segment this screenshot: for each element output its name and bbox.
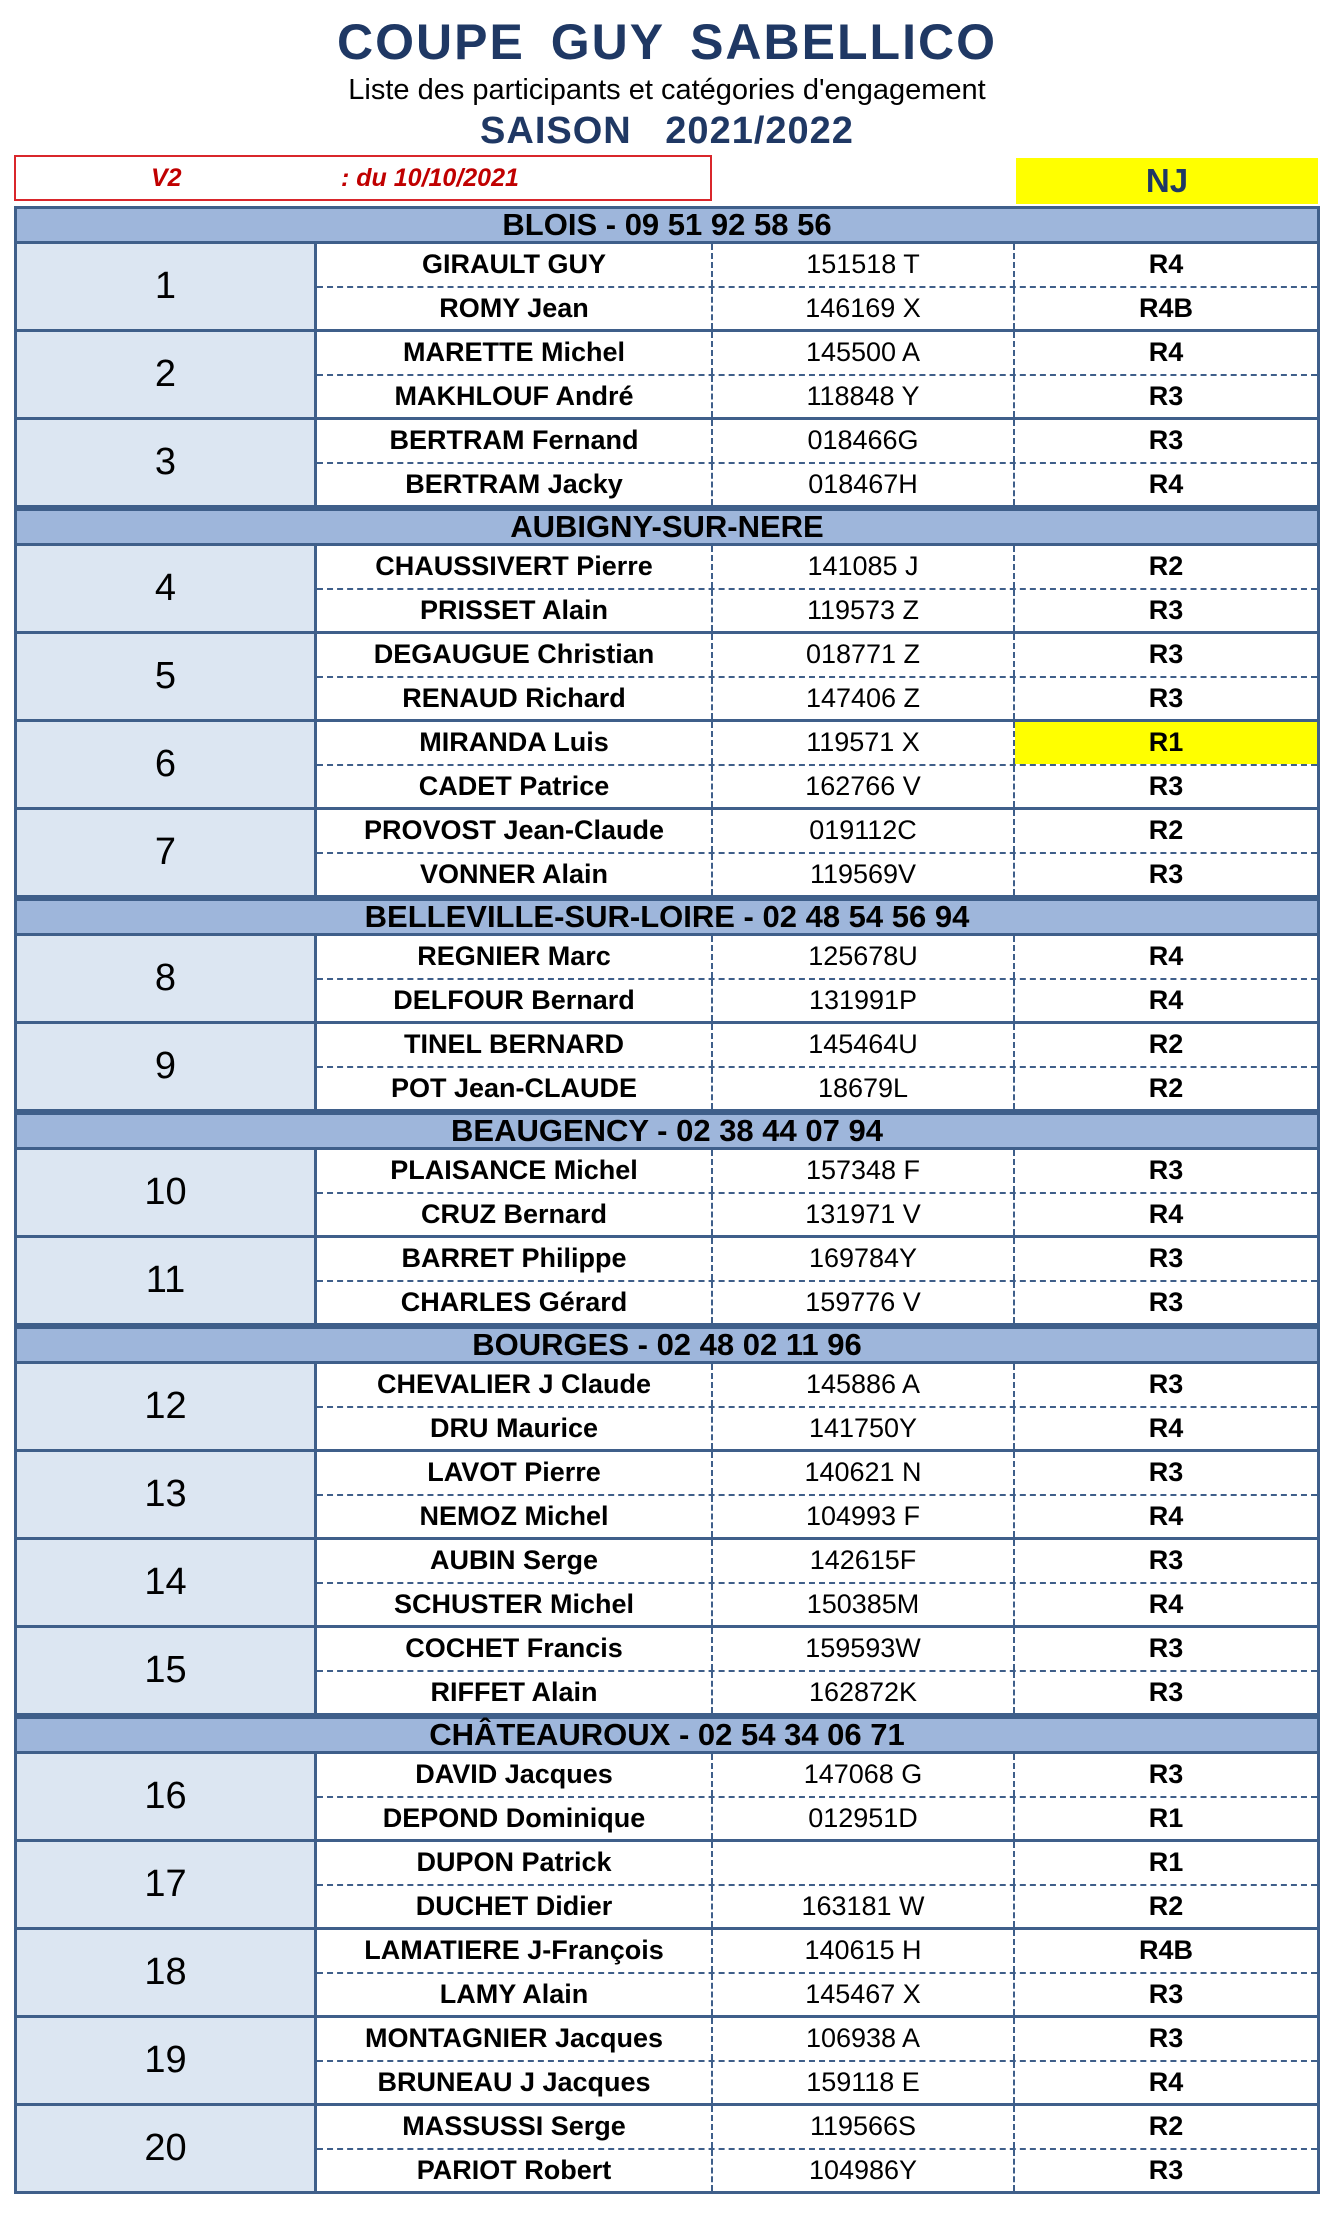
player-category: R3	[1148, 1759, 1184, 1790]
player-name: CHARLES Gérard	[317, 1282, 713, 1324]
player-category: R4B	[1138, 292, 1193, 323]
player-name: DAVID Jacques	[317, 1754, 713, 1796]
team-number: 7	[17, 810, 317, 895]
player-row	[317, 1408, 1317, 1450]
player-row	[317, 464, 1317, 506]
player-row	[317, 1672, 1317, 1714]
player-category: R3	[1148, 858, 1184, 889]
player-category: R4	[1148, 1198, 1184, 1229]
player-row	[317, 288, 1317, 330]
player-category: R3	[1148, 1978, 1184, 2009]
player-category: R2	[1148, 815, 1184, 846]
player-category: R3	[1148, 1457, 1184, 1488]
player-category: R3	[1148, 1243, 1184, 1274]
player-license: 162872K	[713, 1672, 1015, 1714]
player-name: AUBIN Serge	[317, 1540, 713, 1582]
player-row	[317, 1974, 1317, 2016]
player-name: DUCHET Didier	[317, 1886, 713, 1928]
team-players	[317, 1452, 1317, 1537]
team-row	[14, 936, 1320, 1024]
team-number: 5	[17, 634, 317, 719]
player-license: 141750Y	[713, 1408, 1015, 1450]
team-players	[317, 2106, 1317, 2191]
document-title: COUPE GUY SABELLICO	[337, 14, 997, 70]
player-row	[317, 1364, 1317, 1408]
player-name: MAKHLOUF André	[317, 376, 713, 418]
player-license: 146169 X	[713, 288, 1015, 330]
player-category: R3	[1148, 639, 1184, 670]
version-box	[14, 155, 712, 201]
player-category: R4	[1148, 1500, 1184, 1531]
player-name: PARIOT Robert	[317, 2150, 713, 2192]
player-license: 018466G	[713, 420, 1015, 462]
team-row	[14, 1540, 1320, 1628]
team-number: 11	[17, 1238, 317, 1323]
player-name: DELFOUR Bernard	[317, 980, 713, 1022]
player-license: 163181 W	[713, 1886, 1015, 1928]
team-number: 16	[17, 1754, 317, 1839]
player-category: R4	[1148, 1588, 1184, 1619]
player-row	[317, 1238, 1317, 1282]
player-category: R3	[1148, 682, 1184, 713]
player-category: R3	[1148, 380, 1184, 411]
club-header: CHÂTEAUROUX - 02 54 34 06 71	[14, 1716, 1320, 1754]
player-license: 151518 T	[713, 244, 1015, 286]
player-category: R2	[1148, 1890, 1184, 1921]
player-license: 119569V	[713, 854, 1015, 896]
player-row	[317, 1754, 1317, 1798]
team-row	[14, 634, 1320, 722]
player-license: 159593W	[713, 1628, 1015, 1670]
player-name: VONNER Alain	[317, 854, 713, 896]
player-license: 018771 Z	[713, 634, 1015, 676]
team-row	[14, 2018, 1320, 2106]
team-row	[14, 1150, 1320, 1238]
player-row	[317, 1452, 1317, 1496]
team-players	[317, 634, 1317, 719]
player-category: R1	[1148, 1847, 1184, 1878]
team-number: 4	[17, 546, 317, 631]
team-players	[317, 1024, 1317, 1109]
version-label: V2	[151, 164, 182, 192]
player-name: LAMATIERE J-François	[317, 1930, 713, 1972]
player-license: 125678U	[713, 936, 1015, 978]
player-row	[317, 1024, 1317, 1068]
player-row	[317, 1194, 1317, 1236]
player-license: 119573 Z	[713, 590, 1015, 632]
player-category: R3	[1148, 1369, 1184, 1400]
team-row	[14, 420, 1320, 508]
team-players	[317, 722, 1317, 807]
team-players	[317, 420, 1317, 505]
player-row	[317, 1886, 1317, 1928]
team-row	[14, 1238, 1320, 1326]
player-name: NEMOZ Michel	[317, 1496, 713, 1538]
player-name: LAVOT Pierre	[317, 1452, 713, 1494]
team-players	[317, 810, 1317, 895]
team-number: 6	[17, 722, 317, 807]
team-number: 15	[17, 1628, 317, 1713]
player-category: R4B	[1138, 1935, 1193, 1966]
player-name: CHAUSSIVERT Pierre	[317, 546, 713, 588]
player-row	[317, 1540, 1317, 1584]
player-row	[317, 854, 1317, 896]
player-row	[317, 1496, 1317, 1538]
player-name: MIRANDA Luis	[317, 722, 713, 764]
player-name: RIFFET Alain	[317, 1672, 713, 1714]
club-header: BOURGES - 02 48 02 11 96	[14, 1326, 1320, 1364]
player-category: R2	[1148, 551, 1184, 582]
player-row	[317, 1930, 1317, 1974]
team-row	[14, 1842, 1320, 1930]
player-name: DEGAUGUE Christian	[317, 634, 713, 676]
player-name: BERTRAM Jacky	[317, 464, 713, 506]
player-license: 157348 F	[713, 1150, 1015, 1192]
player-license: 140615 H	[713, 1930, 1015, 1972]
player-name: DRU Maurice	[317, 1408, 713, 1450]
player-category: R4	[1148, 984, 1184, 1015]
player-license: 147068 G	[713, 1754, 1015, 1796]
team-row	[14, 2106, 1320, 2194]
player-row	[317, 2106, 1317, 2150]
player-license: 159776 V	[713, 1282, 1015, 1324]
team-players	[317, 1754, 1317, 1839]
player-category: R3	[1148, 1676, 1184, 1707]
player-license: 142615F	[713, 1540, 1015, 1582]
team-players	[317, 1930, 1317, 2015]
player-category: R4	[1148, 2066, 1184, 2097]
version-date: : du 10/10/2021	[341, 164, 519, 192]
player-row	[317, 722, 1317, 766]
player-name: BERTRAM Fernand	[317, 420, 713, 462]
document-subtitle: Liste des participants et catégories d'engagement	[348, 74, 986, 106]
player-license: 141085 J	[713, 546, 1015, 588]
player-license: 162766 V	[713, 766, 1015, 808]
player-category: R1	[1148, 1802, 1184, 1833]
player-row	[317, 980, 1317, 1022]
player-license: 104993 F	[713, 1496, 1015, 1538]
team-players	[317, 1628, 1317, 1713]
player-license: 106938 A	[713, 2018, 1015, 2060]
player-row	[317, 376, 1317, 418]
player-name: COCHET Francis	[317, 1628, 713, 1670]
player-category: R3	[1148, 1633, 1184, 1664]
team-number: 13	[17, 1452, 317, 1537]
player-license: 159118 E	[713, 2062, 1015, 2104]
player-license: 131991P	[713, 980, 1015, 1022]
player-category: R4	[1148, 249, 1184, 280]
team-row	[14, 1754, 1320, 1842]
team-row	[14, 1364, 1320, 1452]
player-name: ROMY Jean	[317, 288, 713, 330]
club-header: BELLEVILLE-SUR-LOIRE - 02 48 54 56 94	[14, 898, 1320, 936]
team-row	[14, 1628, 1320, 1716]
player-name: TINEL BERNARD	[317, 1024, 713, 1066]
team-players	[317, 332, 1317, 417]
player-category: R3	[1148, 2154, 1184, 2185]
club-header: BEAUGENCY - 02 38 44 07 94	[14, 1112, 1320, 1150]
player-row	[317, 2150, 1317, 2192]
player-category: R4	[1148, 1412, 1184, 1443]
team-players	[317, 2018, 1317, 2103]
player-license: 18679L	[713, 1068, 1015, 1110]
player-row	[317, 2018, 1317, 2062]
player-row	[317, 810, 1317, 854]
player-license: 019112C	[713, 810, 1015, 852]
team-players	[317, 1364, 1317, 1449]
team-number: 1	[17, 244, 317, 329]
player-row	[317, 936, 1317, 980]
player-name: MASSUSSI Serge	[317, 2106, 713, 2148]
player-license: 118848 Y	[713, 376, 1015, 418]
player-name: PRISSET Alain	[317, 590, 713, 632]
player-license: 145500 A	[713, 332, 1015, 374]
team-number: 20	[17, 2106, 317, 2191]
player-category: R3	[1148, 1286, 1184, 1317]
player-category: R4	[1148, 468, 1184, 499]
team-players	[317, 936, 1317, 1021]
player-name: BARRET Philippe	[317, 1238, 713, 1280]
player-name: CHEVALIER J Claude	[317, 1364, 713, 1406]
player-name: CRUZ Bernard	[317, 1194, 713, 1236]
player-category: R4	[1148, 941, 1184, 972]
player-category: R3	[1148, 2023, 1184, 2054]
player-category: R3	[1148, 594, 1184, 625]
team-players	[317, 1150, 1317, 1235]
player-row	[317, 1842, 1317, 1886]
team-number: 8	[17, 936, 317, 1021]
player-category: R2	[1148, 1029, 1184, 1060]
player-name: CADET Patrice	[317, 766, 713, 808]
player-name: MONTAGNIER Jacques	[317, 2018, 713, 2060]
player-row	[317, 766, 1317, 808]
player-license: 145886 A	[713, 1364, 1015, 1406]
club-header: AUBIGNY-SUR-NERE	[14, 508, 1320, 546]
player-category: R3	[1148, 770, 1184, 801]
team-players	[317, 1842, 1317, 1927]
player-row	[317, 678, 1317, 720]
player-license: 140621 N	[713, 1452, 1015, 1494]
player-license	[713, 1842, 1015, 1884]
team-number: 2	[17, 332, 317, 417]
team-number: 18	[17, 1930, 317, 2015]
player-row	[317, 546, 1317, 590]
player-row	[317, 1150, 1317, 1194]
player-name: RENAUD Richard	[317, 678, 713, 720]
team-players	[317, 1238, 1317, 1323]
player-category: R3	[1148, 1545, 1184, 1576]
player-name: MARETTE Michel	[317, 332, 713, 374]
player-name: SCHUSTER Michel	[317, 1584, 713, 1626]
player-category: R1	[1015, 722, 1317, 764]
player-row	[317, 1282, 1317, 1324]
player-license: 150385M	[713, 1584, 1015, 1626]
participants-table	[14, 206, 1320, 2194]
player-license: 104986Y	[713, 2150, 1015, 2192]
player-license: 145464U	[713, 1024, 1015, 1066]
team-players	[317, 1540, 1317, 1625]
player-name: REGNIER Marc	[317, 936, 713, 978]
team-number: 19	[17, 2018, 317, 2103]
season-label: SAISON 2021/2022	[480, 110, 854, 152]
player-license: 018467H	[713, 464, 1015, 506]
team-players	[317, 546, 1317, 631]
player-category: R3	[1148, 1155, 1184, 1186]
team-number: 9	[17, 1024, 317, 1109]
team-number: 14	[17, 1540, 317, 1625]
team-row	[14, 244, 1320, 332]
player-license: 131971 V	[713, 1194, 1015, 1236]
player-license: 147406 Z	[713, 678, 1015, 720]
team-number: 3	[17, 420, 317, 505]
player-name: PROVOST Jean-Claude	[317, 810, 713, 852]
player-row	[317, 420, 1317, 464]
player-name: BRUNEAU J Jacques	[317, 2062, 713, 2104]
player-category: R2	[1148, 2111, 1184, 2142]
player-license: 119566S	[713, 2106, 1015, 2148]
player-row	[317, 1628, 1317, 1672]
player-row	[317, 1798, 1317, 1840]
player-license: 012951D	[713, 1798, 1015, 1840]
player-name: GIRAULT GUY	[317, 244, 713, 286]
player-category: R3	[1148, 425, 1184, 456]
player-license: 145467 X	[713, 1974, 1015, 2016]
team-row	[14, 332, 1320, 420]
team-row	[14, 1024, 1320, 1112]
player-row	[317, 1584, 1317, 1626]
team-row	[14, 1930, 1320, 2018]
team-number: 17	[17, 1842, 317, 1927]
team-row	[14, 1452, 1320, 1540]
player-row	[317, 1068, 1317, 1110]
player-name: DEPOND Dominique	[317, 1798, 713, 1840]
player-license: 169784Y	[713, 1238, 1015, 1280]
player-row	[317, 590, 1317, 632]
player-name: PLAISANCE Michel	[317, 1150, 713, 1192]
team-row	[14, 722, 1320, 810]
team-row	[14, 810, 1320, 898]
player-name: POT Jean-CLAUDE	[317, 1068, 713, 1110]
player-row	[317, 2062, 1317, 2104]
team-row	[14, 546, 1320, 634]
player-row	[317, 332, 1317, 376]
team-players	[317, 244, 1317, 329]
team-number: 10	[17, 1150, 317, 1235]
player-row	[317, 634, 1317, 678]
player-license: 119571 X	[713, 722, 1015, 764]
player-name: LAMY Alain	[317, 1974, 713, 2016]
player-row	[317, 244, 1317, 288]
player-category: R2	[1148, 1072, 1184, 1103]
player-category: R4	[1148, 337, 1184, 368]
team-number: 12	[17, 1364, 317, 1449]
player-name: DUPON Patrick	[317, 1842, 713, 1884]
nj-label: NJ	[1016, 158, 1318, 204]
club-header: BLOIS - 09 51 92 58 56	[14, 206, 1320, 244]
